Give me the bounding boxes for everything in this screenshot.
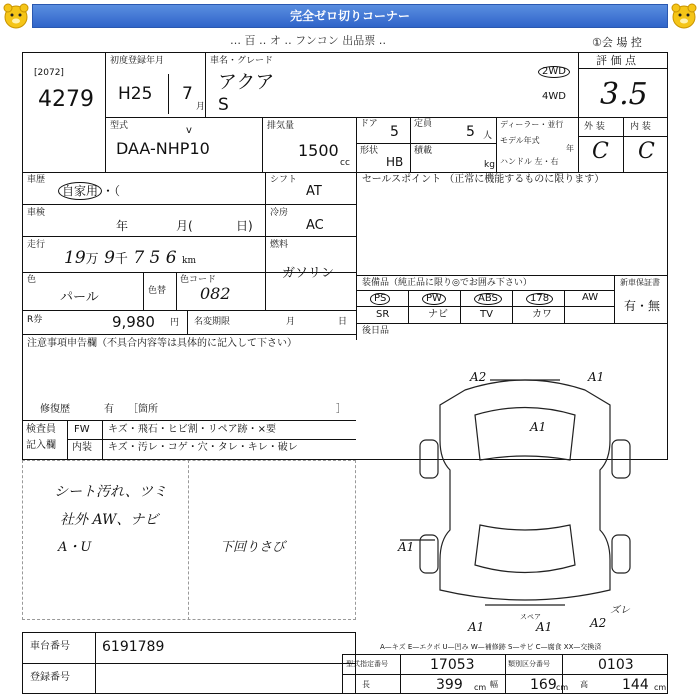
handle-label: ハンドル 左・右: [500, 157, 559, 166]
damage-legend: A—キズ E—エクボ U—凹み W—補修跡 S—サビ C—腐食 XX—交換済: [380, 643, 602, 651]
shift-value: AT: [306, 184, 322, 199]
exterior-grade: C: [592, 139, 609, 164]
capacity-unit: 人: [483, 131, 493, 141]
drive-4wd: 4WD: [542, 91, 566, 102]
displacement-label: 排気量: [267, 121, 295, 131]
new-warranty-value: 有・無: [624, 299, 661, 313]
aircon-label: 冷房: [270, 208, 289, 218]
handwritten-line-4: 下回りさび: [220, 540, 286, 555]
header-partial: … 百 ‥ オ ‥ フンコン 出品票 ‥: [230, 34, 387, 47]
displacement-unit: cc: [340, 158, 350, 168]
type-no-label: 型式指定番号: [346, 660, 388, 668]
equip-tv: TV: [480, 309, 493, 320]
chassis-label: 車台番号: [30, 641, 70, 652]
damage-label-zure: ズレ: [610, 605, 630, 616]
lot-number: 4279: [38, 87, 94, 112]
registration-year: H25: [118, 84, 153, 104]
damage-label-a1-front: A1: [588, 370, 605, 384]
color-code-label: 色コード: [180, 275, 217, 285]
inspection-day: 日): [236, 219, 253, 233]
repair-value: 有: [104, 404, 114, 415]
tax-unit: 円: [170, 318, 180, 328]
model-year-unit: 年: [566, 144, 574, 153]
model-label: 型式: [110, 121, 129, 131]
drive-2wd: 2WD: [538, 66, 570, 78]
checker-label-2: 記入欄: [26, 440, 56, 451]
shape-label: 形状: [360, 146, 379, 156]
name-change-day: 日: [338, 317, 348, 327]
banner: [0, 0, 700, 32]
damage-label-a1-left: A1: [398, 540, 415, 554]
notes-label: 注意事項申告欄（不具合内容等は具体的に記入して下さい）: [27, 338, 297, 349]
interior-grade: C: [638, 139, 655, 164]
damage-label-a2-front: A2: [470, 370, 487, 384]
chassis-value: 6191789: [102, 639, 165, 655]
equip-aw: AW: [582, 292, 599, 303]
car-grade: S: [218, 95, 229, 115]
score-label: 評 価 点: [596, 54, 636, 67]
fuel-label: 燃料: [270, 240, 289, 250]
inspection-label: 車検: [27, 208, 46, 218]
repair-rest: ［箇所: [128, 404, 158, 415]
length-label: 長: [362, 680, 370, 689]
width-label: 幅: [490, 680, 498, 689]
selling-point-label: セールスポイント （正常に機能するものに限ります）: [362, 174, 605, 185]
tax-label: R券: [27, 315, 43, 325]
fuel-value: ガソリン: [282, 266, 335, 281]
aircon-value: AC: [306, 218, 324, 233]
damage-label-a1-rear-left: A1: [468, 620, 485, 634]
rear-seat-label: 後日品: [362, 326, 390, 336]
checker-row2: キズ・汚レ・コゲ・穴・タレ・キレ・破レ: [108, 442, 298, 453]
equip-navi: ナビ: [428, 309, 448, 320]
checker-interior: 内装: [72, 442, 92, 453]
equipment-label: 装備品（純正品に限り◎でお囲み下さい）: [362, 278, 532, 288]
repair-label: 修復歴: [40, 404, 70, 415]
model-mark: v: [186, 125, 192, 136]
spare-label: スペア: [520, 613, 541, 621]
model-value: DAA-NHP10: [116, 139, 210, 158]
banner-bar: [32, 4, 668, 28]
damage-label-a2-rear: A2: [590, 616, 607, 630]
car-damage-diagram: [380, 360, 670, 634]
interior-label: 内 装: [630, 122, 651, 132]
equip-pw: PW: [422, 293, 446, 305]
new-warranty-label: 新車保証書: [620, 278, 660, 287]
class-no-label: 類別区分番号: [508, 660, 550, 668]
use-rest: ・（: [102, 184, 121, 198]
checker-fw: FW: [74, 424, 90, 435]
length-unit: cm: [474, 683, 487, 692]
model-year-label: モデル年式: [500, 136, 540, 145]
handwritten-line-2: 社外 AW、ナビ: [60, 512, 159, 528]
tax-value: 9,980: [112, 313, 155, 331]
checker-label-1: 検査員: [26, 424, 56, 435]
venue-copy: ①会 場 控: [592, 36, 642, 49]
bear-icon: [670, 2, 698, 30]
car-name-label: 車名・グレード: [210, 56, 274, 66]
doors-value: 5: [390, 124, 399, 140]
name-change-month: 月: [286, 317, 296, 327]
shift-label: シフト: [270, 175, 298, 185]
handwritten-line-3: A・U: [58, 540, 92, 555]
banner-title: 完全ゼロ切りコーナー: [289, 9, 410, 23]
width-unit: cm: [556, 683, 569, 692]
displacement-value: 1500: [298, 141, 339, 160]
equip-sr: SR: [376, 309, 390, 320]
type-no-value: 17053: [430, 657, 475, 673]
car-name: アクア: [218, 71, 275, 93]
handwritten-line-1: シート汚れ、ツミ: [54, 484, 167, 500]
color-swap-label: 色替: [148, 286, 167, 296]
inspection-month: 月(: [176, 219, 193, 233]
height-value: 144: [622, 677, 649, 693]
damage-label-a1-hood: A1: [530, 420, 547, 434]
registration-label: 初度登録年月: [110, 56, 165, 66]
use-value: 自家用 ・（: [58, 182, 120, 200]
equip-178: 178: [526, 293, 553, 305]
exterior-label: 外 装: [584, 122, 605, 132]
registration-month: 7: [182, 84, 193, 104]
capacity-value: 5: [466, 124, 475, 140]
color-code: 082: [200, 284, 231, 303]
capacity-label: 定員: [414, 119, 433, 129]
score-value: 3.5: [600, 77, 648, 112]
mileage-label: 走行: [27, 240, 46, 250]
name-change-label: 名変期限: [194, 317, 231, 327]
bear-icon: [2, 2, 30, 30]
use-label: 車歴: [27, 175, 46, 185]
equip-leather: カワ: [532, 309, 552, 320]
class-no-value: 0103: [598, 657, 634, 673]
plate-label: 登録番号: [30, 672, 70, 683]
repair-close: ］: [336, 404, 346, 415]
doors-label: ドア: [360, 119, 378, 129]
equip-abs: ABS: [474, 293, 502, 305]
width-value: 169: [530, 677, 557, 693]
lot-code: [2072]: [34, 68, 64, 78]
load-label: 積載: [414, 146, 433, 156]
dealer-label: ディーラー・並行: [500, 120, 564, 129]
damage-label-a1-rear: A1: [536, 620, 553, 634]
inspection-year: 年: [116, 219, 129, 233]
equip-ps: PS: [370, 293, 390, 305]
shape-value: HB: [386, 155, 404, 169]
color-value: パール: [60, 290, 99, 305]
mileage-value: 19万 9千 7 5 6 km: [64, 248, 197, 268]
registration-month-unit: 月: [196, 102, 206, 112]
checker-row1: キズ・飛石・ヒビ割・リペア跡・×要: [108, 424, 276, 435]
color-label: 色: [27, 275, 37, 285]
height-unit: cm: [654, 683, 667, 692]
height-label: 高: [580, 680, 588, 689]
load-unit: kg: [484, 160, 495, 170]
length-value: 399: [436, 677, 463, 693]
